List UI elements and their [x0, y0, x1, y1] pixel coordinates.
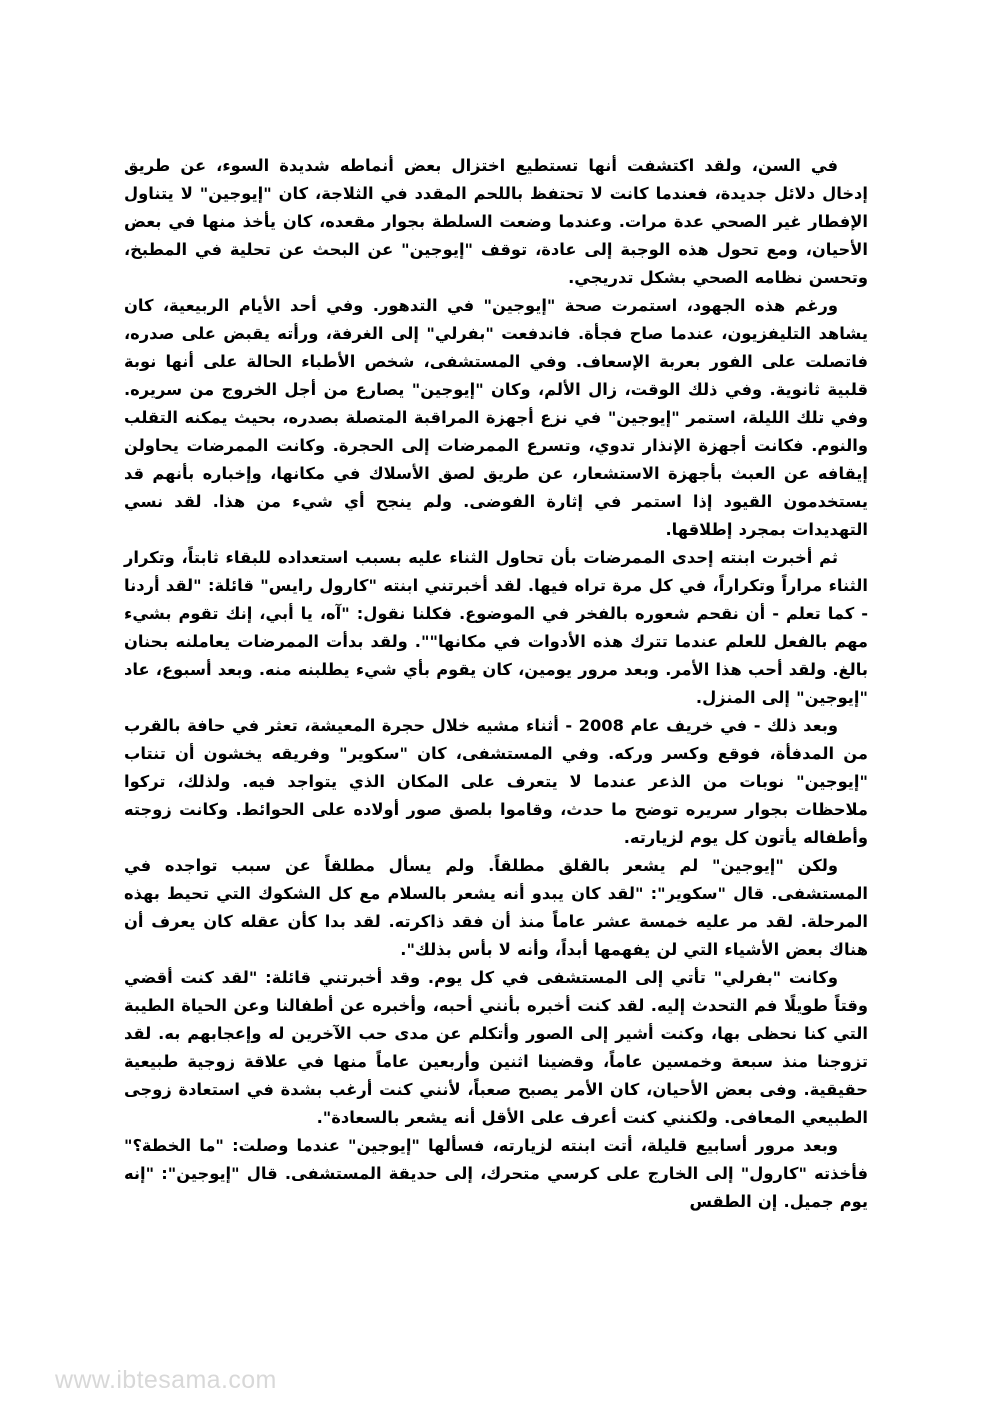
paragraph-3: ثم أخبرت ابنته إحدى الممرضات بأن تحاول الثناء عليه بسبب استعداده للبقاء ثابتاً، وتكرار الثناء مراراً وتكراراً، في كل مرة تراه فيها. لقد أخبرتني ابنته "كارول رايس" قائلة: "لقد أردنا - كما تعلم - أن نقحم شعوره بالفخر في الموضوع. فكلنا نقول: "آه، يا أبي، إنك تقوم بشيء مهم بالفعل للعلم عندما تترك هذه الأدوات في مكانها"". ولقد بدأت الممرضات يعاملنه بحنان بالغ. ولقد أحب هذا الأمر. وبعد مرور يومين، كان يقوم بأي شيء يطلبنه منه. وبعد أسبوع، عاد "إيوجين" إلى المنزل. [124, 548, 868, 707]
paragraph-2: ورغم هذه الجهود، استمرت صحة "إيوجين" في التدهور. وفي أحد الأيام الربيعية، كان يشاهد التليفزيون، عندما صاح فجأة. فاندفعت "بفرلي" إلى الغرفة، ورأته يقبض على صدره، فاتصلت على الفور بعربة الإسعاف. وفي المستشفى، شخص الأطباء الحالة على أنها نوبة قلبية ثانوية. وفي ذلك الوقت، زال الألم، وكان "إيوجين" يصارع من أجل الخروج من سريره. وفي تلك الليلة، استمر "إيوجين" في نزع أجهزة المراقبة المتصلة بصدره، بحيث يمكنه التقلب والنوم. فكانت أجهزة الإنذار تدوي، وتسرع الممرضات إلى الحجرة. وكانت الممرضات يحاولن إيقافه عن العبث بأجهزة الاستشعار، عن طريق لصق الأسلاك في مكانها، وإخباره بأنهم قد يستخدمون القيود إذا استمر في إثارة الفوضى. ولم ينجح أي شيء من هذا. لقد نسي التهديدات بمجرد إطلاقها. [124, 296, 868, 539]
site-watermark: www.ibtesama.com [55, 1366, 277, 1394]
paragraph-1: في السن، ولقد اكتشفت أنها تستطيع اختزال بعض أنماطه شديدة السوء، عن طريق إدخال دلائل جديدة، فعندما كانت لا تحتفظ باللحم المقدد في الثلاجة، كان "إيوجين" لا يتناول الإفطار غير الصحي عدة مرات. وعندما وضعت السلطة بجوار مقعده، كان يأخذ منها في بعض الأحيان، ومع تحول هذه الوجبة إلى عادة، توقف "إيوجين" عن البحث عن تحلية في المطبخ، وتحسن نظامه الصحي بشكل تدريجي. [124, 156, 868, 287]
paragraph-7: وبعد مرور أسابيع قليلة، أتت ابنته لزيارته، فسألها "إيوجين" عندما وصلت: "ما الخطة؟" فأخذته "كارول" إلى الخارج على كرسي متحرك، إلى حديقة المستشفى. قال "إيوجين": "إنه يوم جميل. إن الطقس [124, 1136, 868, 1211]
paragraph-6: وكانت "بفرلي" تأتي إلى المستشفى في كل يوم. وقد أخبرتني قائلة: "لقد كنت أقضي وقتاً طويلًا فم التحدث إليه. لقد كنت أخبره بأنني أحبه، وأخبره عن أطفالنا وعن الحياة الطيبة التي كنا نحظى بها، وكنت أشير إلى الصور وأتكلم عن مدى حب الآخرين له وإعجابهم به. لقد تزوجنا منذ سبعة وخمسين عاماً، وقضينا اثنين وأربعين عاماً منها في علاقة زوجية طبيعية حقيقية. وفى بعض الأحيان، كان الأمر يصبح صعباً، لأنني كنت أرغب بشدة في استعادة زوجى الطبيعي المعافى. ولكنني كنت أعرف على الأقل أنه يشعر بالسعادة". [124, 968, 868, 1127]
paragraph-4: وبعد ذلك - في خريف عام 2008 - أثناء مشيه خلال حجرة المعيشة، تعثر في حافة بالقرب من المدفأة، فوقع وكسر وركه. وفي المستشفى، كان "سكوير" وفريقه يخشون أن تنتاب "إيوجين" نوبات من الذعر عندما لا يتعرف على المكان الذي يتواجد فيه. ولذلك، تركوا ملاحظات بجوار سريره توضح ما حدث، وقاموا بلصق صور أولاده على الحوائط. وكانت زوجته وأطفاله يأتون كل يوم لزيارته. [124, 716, 868, 847]
paragraph-5: ولكن "إيوجين" لم يشعر بالقلق مطلقاً. ولم يسأل مطلقاً عن سبب تواجده في المستشفى. قال "سكوير": "لقد كان يبدو أنه يشعر بالسلام مع كل الشكوك التي تحيط بهذه المرحلة. لقد مر عليه خمسة عشر عاماً منذ أن فقد ذاكرته. لقد بدا كأن عقله كان يعرف أن هناك بعض الأشياء التي لن يفهمها أبداً، وأنه لا بأس بذلك". [124, 856, 868, 959]
document-text-body [124, 152, 868, 1216]
